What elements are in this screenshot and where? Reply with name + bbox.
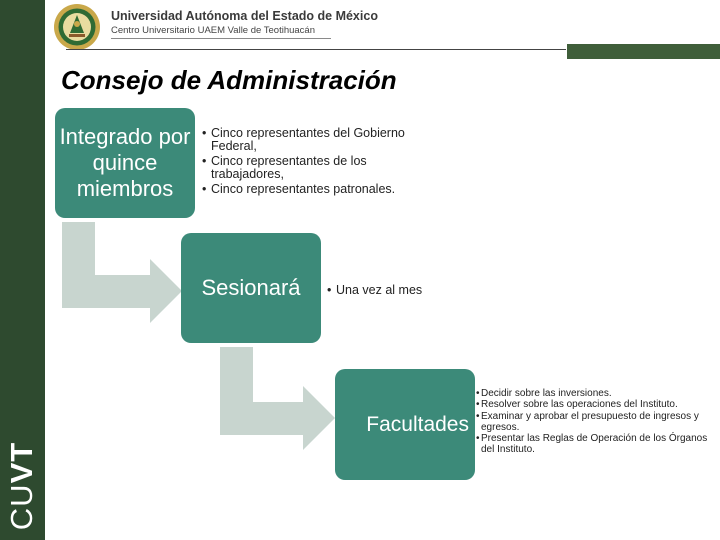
cuvt-logo-prefix: CU <box>4 483 39 531</box>
powers-box <box>335 369 475 480</box>
header-rule <box>111 38 331 39</box>
list-item: • Decidir sobre las inversiones. <box>476 388 712 399</box>
left-brand-band <box>0 0 45 540</box>
list-item: • Cinco representantes de los trabajadores, <box>202 155 442 182</box>
list-item: • Cinco representantes patronales. <box>202 183 442 196</box>
slide-header <box>45 0 720 58</box>
cuvt-logo-suffix: VT <box>4 441 39 484</box>
list-item: • Cinco representantes del Gobierno Federal, <box>202 127 442 154</box>
composition-box-label: Integrado por quince miembros <box>59 124 191 201</box>
header-divider <box>66 49 566 50</box>
composition-list <box>202 127 442 197</box>
sessions-list <box>327 283 527 298</box>
list-item: • Una vez al mes <box>327 283 527 298</box>
powers-box-label: Facultades <box>366 412 469 436</box>
center-name: Centro Universitario UAEM Valle de Teotihuacán <box>111 25 315 36</box>
header-accent-bar <box>567 44 720 59</box>
slide-title: Consejo de Administración <box>61 65 397 95</box>
list-item: • Resolver sobre las operaciones del Instituto. <box>476 399 712 410</box>
sessions-box <box>181 233 321 343</box>
cuvt-logo <box>2 440 42 532</box>
uaem-seal-icon <box>53 3 101 51</box>
university-name: Universidad Autónoma del Estado de México <box>111 9 378 23</box>
list-item: • Presentar las Reglas de Operación de los Órganos del Instituto. <box>476 433 712 456</box>
powers-list <box>476 388 712 456</box>
composition-box <box>55 108 195 218</box>
sessions-box-label: Sesionará <box>201 275 301 300</box>
list-item: • Examinar y aprobar el presupuesto de ingresos y egresos. <box>476 411 712 434</box>
